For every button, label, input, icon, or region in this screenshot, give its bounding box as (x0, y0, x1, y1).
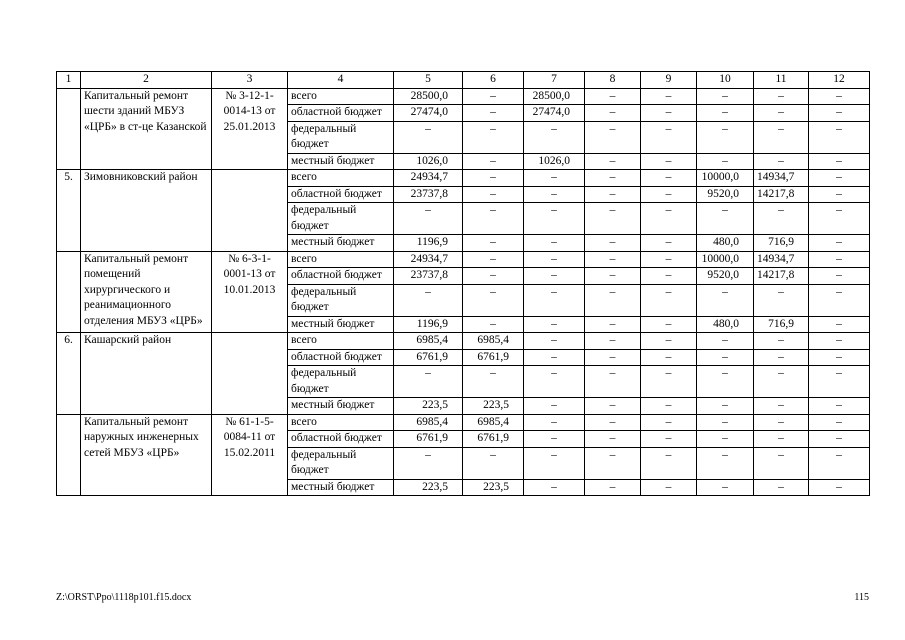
amount-cell: – (809, 414, 870, 431)
amount-cell: 14934,7 (754, 170, 809, 187)
amount-cell: – (809, 333, 870, 350)
amount-cell: – (394, 203, 463, 235)
amount-cell: – (585, 186, 641, 203)
funding-source: местный бюджет (288, 479, 394, 496)
amount-cell: – (809, 284, 870, 316)
amount-cell: – (641, 105, 697, 122)
amount-cell: – (809, 121, 870, 153)
amount-cell: – (585, 268, 641, 285)
amount-cell: 14934,7 (754, 251, 809, 268)
amount-cell: 28500,0 (394, 88, 463, 105)
amount-cell: – (463, 235, 524, 252)
funding-source: федеральный бюджет (288, 447, 394, 479)
table-body (57, 72, 870, 496)
amount-cell: – (754, 349, 809, 366)
amount-cell: – (809, 366, 870, 398)
funding-source: областной бюджет (288, 268, 394, 285)
amount-cell: – (463, 447, 524, 479)
amount-cell: – (524, 268, 585, 285)
amount-cell: – (463, 268, 524, 285)
amount-cell: – (641, 431, 697, 448)
amount-cell: – (463, 284, 524, 316)
amount-cell: – (585, 479, 641, 496)
amount-cell: – (697, 479, 754, 496)
funding-source: местный бюджет (288, 398, 394, 415)
amount-cell: – (585, 153, 641, 170)
amount-cell: – (697, 366, 754, 398)
amount-cell: – (754, 88, 809, 105)
header-cell: 3 (212, 72, 288, 89)
amount-cell: – (394, 366, 463, 398)
amount-cell: – (809, 88, 870, 105)
amount-cell: – (697, 105, 754, 122)
amount-cell: 1196,9 (394, 316, 463, 333)
amount-cell: – (585, 431, 641, 448)
amount-cell: – (524, 203, 585, 235)
header-row (57, 72, 870, 89)
amount-cell: – (809, 105, 870, 122)
amount-cell: – (524, 366, 585, 398)
amount-cell: – (585, 398, 641, 415)
amount-cell: – (524, 479, 585, 496)
amount-cell: – (697, 349, 754, 366)
object-name: Капитальный ремонт помещений хирургического и реанимационного отделения МБУЗ «ЦРБ» (81, 251, 212, 333)
page-number: 115 (854, 592, 869, 603)
amount-cell: – (809, 235, 870, 252)
amount-cell: – (754, 121, 809, 153)
amount-cell: – (585, 88, 641, 105)
amount-cell: – (463, 186, 524, 203)
amount-cell: 27474,0 (524, 105, 585, 122)
header-cell: 2 (81, 72, 212, 89)
amount-cell: – (697, 121, 754, 153)
amount-cell: – (754, 105, 809, 122)
funding-source: местный бюджет (288, 235, 394, 252)
amount-cell: 716,9 (754, 235, 809, 252)
amount-cell: 1026,0 (394, 153, 463, 170)
object-name: Кашарский район (81, 333, 212, 415)
amount-cell: 480,0 (697, 235, 754, 252)
amount-cell: – (394, 447, 463, 479)
amount-cell: – (524, 398, 585, 415)
funding-source: всего (288, 414, 394, 431)
amount-cell: – (641, 235, 697, 252)
amount-cell: – (524, 414, 585, 431)
amount-cell: – (463, 153, 524, 170)
amount-cell: 23737,8 (394, 186, 463, 203)
amount-cell: 28500,0 (524, 88, 585, 105)
amount-cell: 24934,7 (394, 251, 463, 268)
amount-cell: – (524, 284, 585, 316)
amount-cell: – (463, 203, 524, 235)
amount-cell: – (809, 479, 870, 496)
amount-cell: 223,5 (463, 479, 524, 496)
amount-cell: – (641, 479, 697, 496)
row-number (57, 251, 81, 333)
amount-cell: – (585, 235, 641, 252)
amount-cell: 6761,9 (463, 349, 524, 366)
amount-cell: – (641, 121, 697, 153)
amount-cell: – (585, 349, 641, 366)
amount-cell: 10000,0 (697, 251, 754, 268)
amount-cell: – (809, 316, 870, 333)
header-cell: 10 (697, 72, 754, 89)
header-cell: 8 (585, 72, 641, 89)
amount-cell: – (809, 251, 870, 268)
amount-cell: – (585, 170, 641, 187)
amount-cell: 1026,0 (524, 153, 585, 170)
amount-cell: – (524, 333, 585, 350)
funding-source: областной бюджет (288, 431, 394, 448)
amount-cell: – (697, 431, 754, 448)
amount-cell: 14217,8 (754, 186, 809, 203)
amount-cell: – (524, 447, 585, 479)
amount-cell: – (585, 414, 641, 431)
amount-cell: – (641, 316, 697, 333)
amount-cell: 9520,0 (697, 186, 754, 203)
amount-cell: – (585, 251, 641, 268)
funding-source: всего (288, 251, 394, 268)
amount-cell: – (809, 153, 870, 170)
funding-source: областной бюджет (288, 105, 394, 122)
amount-cell: – (524, 251, 585, 268)
amount-cell: – (641, 88, 697, 105)
amount-cell: 223,5 (463, 398, 524, 415)
header-cell: 1 (57, 72, 81, 89)
amount-cell: – (641, 398, 697, 415)
amount-cell: – (463, 366, 524, 398)
amount-cell: 6985,4 (463, 333, 524, 350)
amount-cell: – (754, 366, 809, 398)
budget-table (56, 71, 870, 496)
funding-source: областной бюджет (288, 186, 394, 203)
amount-cell: – (697, 203, 754, 235)
amount-cell: – (809, 203, 870, 235)
funding-source: местный бюджет (288, 316, 394, 333)
amount-cell: 6761,9 (463, 431, 524, 448)
amount-cell: – (809, 349, 870, 366)
expertise-document (212, 333, 288, 415)
row-number (57, 88, 81, 170)
amount-cell: – (524, 235, 585, 252)
funding-source: федеральный бюджет (288, 121, 394, 153)
header-cell: 5 (394, 72, 463, 89)
amount-cell: – (641, 333, 697, 350)
amount-cell: – (524, 349, 585, 366)
amount-cell: – (585, 284, 641, 316)
amount-cell: – (394, 121, 463, 153)
amount-cell: – (809, 447, 870, 479)
funding-source: всего (288, 88, 394, 105)
amount-cell: 6985,4 (463, 414, 524, 431)
amount-cell: – (641, 251, 697, 268)
amount-cell: – (585, 203, 641, 235)
funding-source: всего (288, 333, 394, 350)
amount-cell: – (809, 268, 870, 285)
amount-cell: – (585, 121, 641, 153)
amount-cell: – (697, 414, 754, 431)
amount-cell: – (524, 121, 585, 153)
amount-cell: – (641, 447, 697, 479)
amount-cell: 716,9 (754, 316, 809, 333)
amount-cell: 480,0 (697, 316, 754, 333)
amount-cell: – (585, 316, 641, 333)
amount-cell: – (463, 105, 524, 122)
amount-cell: – (524, 316, 585, 333)
expertise-document (212, 170, 288, 252)
amount-cell: – (524, 431, 585, 448)
row-number (57, 414, 81, 496)
amount-cell: – (697, 333, 754, 350)
amount-cell: – (463, 88, 524, 105)
funding-source: областной бюджет (288, 349, 394, 366)
row-number: 5. (57, 170, 81, 252)
amount-cell: – (641, 203, 697, 235)
amount-cell: 223,5 (394, 479, 463, 496)
amount-cell: – (463, 251, 524, 268)
amount-cell: 9520,0 (697, 268, 754, 285)
header-cell: 7 (524, 72, 585, 89)
amount-cell: – (809, 398, 870, 415)
funding-source: всего (288, 170, 394, 187)
object-name: Капитальный ремонт наружных инженерных сетей МБУЗ «ЦРБ» (81, 414, 212, 496)
funding-source: федеральный бюджет (288, 203, 394, 235)
row-number: 6. (57, 333, 81, 415)
amount-cell: – (754, 479, 809, 496)
amount-cell: – (754, 284, 809, 316)
amount-cell: – (641, 284, 697, 316)
amount-cell: – (754, 431, 809, 448)
amount-cell: – (754, 203, 809, 235)
expertise-document: № 3-12-1-0014-13 от 25.01.2013 (212, 88, 288, 170)
amount-cell: – (463, 170, 524, 187)
amount-cell: 6985,4 (394, 333, 463, 350)
amount-cell: – (641, 414, 697, 431)
amount-cell: – (697, 88, 754, 105)
header-cell: 6 (463, 72, 524, 89)
amount-cell: – (463, 316, 524, 333)
object-name: Капитальный ремонт шести зданий МБУЗ «ЦРБ» в ст-це Казанской (81, 88, 212, 170)
amount-cell: – (697, 153, 754, 170)
amount-cell: 24934,7 (394, 170, 463, 187)
amount-cell: 223,5 (394, 398, 463, 415)
amount-cell: – (463, 121, 524, 153)
amount-cell: 6761,9 (394, 431, 463, 448)
expertise-document: № 6-3-1-0001-13 от 10.01.2013 (212, 251, 288, 333)
amount-cell: – (809, 170, 870, 187)
amount-cell: – (641, 153, 697, 170)
amount-cell: – (641, 349, 697, 366)
amount-cell: – (585, 105, 641, 122)
amount-cell: – (641, 170, 697, 187)
amount-cell: – (754, 414, 809, 431)
funding-source: федеральный бюджет (288, 366, 394, 398)
header-cell: 9 (641, 72, 697, 89)
header-cell: 4 (288, 72, 394, 89)
amount-cell: 14217,8 (754, 268, 809, 285)
object-name: Зимовниковский район (81, 170, 212, 252)
header-cell: 11 (754, 72, 809, 89)
amount-cell: – (641, 186, 697, 203)
expertise-document: № 61-1-5-0084-11 от 15.02.2011 (212, 414, 288, 496)
amount-cell: – (754, 447, 809, 479)
amount-cell: – (809, 186, 870, 203)
amount-cell: – (585, 333, 641, 350)
amount-cell: – (697, 398, 754, 415)
amount-cell: – (641, 366, 697, 398)
amount-cell: 23737,8 (394, 268, 463, 285)
amount-cell: – (697, 447, 754, 479)
amount-cell: – (754, 398, 809, 415)
header-cell: 12 (809, 72, 870, 89)
amount-cell: – (641, 268, 697, 285)
amount-cell: – (585, 447, 641, 479)
amount-cell: – (394, 284, 463, 316)
amount-cell: 27474,0 (394, 105, 463, 122)
amount-cell: – (697, 284, 754, 316)
amount-cell: 1196,9 (394, 235, 463, 252)
amount-cell: – (524, 186, 585, 203)
file-path: Z:\ORST\Ppo\1118p101.f15.docx (56, 592, 192, 603)
amount-cell: 10000,0 (697, 170, 754, 187)
funding-source: федеральный бюджет (288, 284, 394, 316)
amount-cell: – (524, 170, 585, 187)
amount-cell: – (585, 366, 641, 398)
amount-cell: – (754, 153, 809, 170)
amount-cell: – (809, 431, 870, 448)
amount-cell: 6985,4 (394, 414, 463, 431)
amount-cell: 6761,9 (394, 349, 463, 366)
funding-source: местный бюджет (288, 153, 394, 170)
amount-cell: – (754, 333, 809, 350)
